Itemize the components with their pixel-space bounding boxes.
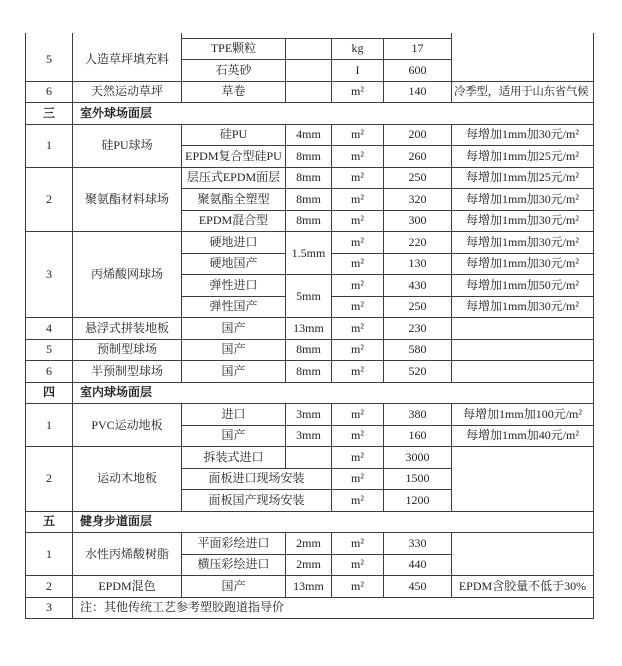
cell-name: 硅PU球场 [73,124,182,167]
cell-type: 横压彩绘进口 [182,554,286,576]
cell-type: 拆装式进口 [182,447,286,469]
table-row [26,103,594,125]
cell-price: 250 [384,296,452,318]
cell-section: 室内球场面层 [73,382,594,404]
cell-thickness: 1.5mm [286,232,332,275]
cell-price: 320 [384,189,452,211]
cell-unit: m² [332,124,384,146]
cell-price: 160 [384,425,452,447]
cell-thickness: 3mm [286,425,332,447]
cell-note: 每增加1mm加30元/m² [452,296,594,318]
cell-type: 硬地国产 [182,253,286,275]
cell-seq: 2 [26,447,73,512]
cell-thickness: 13mm [286,576,332,598]
cell-unit: m² [332,533,384,555]
cell-note: 每增加1mm加40元/m² [452,425,594,447]
cell-type: 弹性进口 [182,275,286,297]
cell-type: 国产 [182,576,286,598]
cell-unit: m² [332,189,384,211]
table-row [26,124,594,146]
cell-note [452,318,594,340]
cell-thickness: 2mm [286,533,332,555]
cell-seq: 1 [26,533,73,576]
cell-price: 230 [384,318,452,340]
table-row [26,318,594,340]
cell-thickness [286,60,332,82]
cell-unit: m² [332,468,384,490]
cell-unit: m² [332,404,384,426]
cell-price: 3000 [384,447,452,469]
cell-name: 运动木地板 [73,447,182,512]
cell-name: EPDM混色 [73,576,182,598]
cell-price: 330 [384,533,452,555]
cell-thickness: 8mm [286,339,332,361]
cell-thickness [286,447,332,469]
cell-price: 220 [384,232,452,254]
cell-type: TPE颗粒 [182,38,286,60]
cell-note: 每增加1mm加30元/m² [452,124,594,146]
cell-note [452,339,594,361]
cell-thickness: 8mm [286,361,332,383]
cell-seq: 4 [26,318,73,340]
cell-section: 健身步道面层 [73,511,594,533]
table-row [26,576,594,598]
table-row [26,339,594,361]
cell-note: 每增加1mm加25元/m² [452,146,594,168]
cell-type: 进口 [182,404,286,426]
cell-name: 悬浮式拼装地板 [73,318,182,340]
price-table [25,33,594,619]
cell-unit: m² [332,232,384,254]
cell-price: 430 [384,275,452,297]
cell-price: 130 [384,253,452,275]
cell-type: 硬地进口 [182,232,286,254]
cell-price: 440 [384,554,452,576]
cell-type: 面板进口现场安装 [182,468,332,490]
cell-thickness: 13mm [286,318,332,340]
table-row [26,511,594,533]
table-row [26,81,594,103]
cell-note: 每增加1mm加30元/m² [452,210,594,232]
cell-unit: m² [332,425,384,447]
cell-note [452,447,594,512]
cell-name: 水性丙烯酸树脂 [73,533,182,576]
cell-name: PVC运动地板 [73,404,182,447]
cell-type: EPDM混合型 [182,210,286,232]
cell-unit: kg [332,38,384,60]
cell-thickness: 4mm [286,124,332,146]
table-row [26,447,594,469]
cell-seq: 1 [26,124,73,167]
cell-note: 每增加1mm加25元/m² [452,167,594,189]
cell-unit: m² [332,554,384,576]
cell-note: 每增加1mm加50元/m² [452,275,594,297]
cell-price: 450 [384,576,452,598]
cell-price: 300 [384,210,452,232]
cell-seq: 6 [26,81,73,103]
cell-price: 380 [384,404,452,426]
cell-remark: 注：其他传统工艺参考塑胶跑道指导价 [73,597,594,619]
table-row [26,382,594,404]
cell-thickness: 8mm [286,146,332,168]
cell-thickness: 8mm [286,210,332,232]
price-table-body [26,33,594,619]
cell-name: 天然运动草坪 [73,81,182,103]
cell-type: 面板国产现场安装 [182,490,332,512]
cell-type: 层压式EPDM面层 [182,167,286,189]
cell-unit: m² [332,447,384,469]
cell-note [452,38,594,81]
cell-type: 国产 [182,425,286,447]
cell-thickness: 2mm [286,554,332,576]
cell-type: 聚氨酯全塑型 [182,189,286,211]
cell-unit: m² [332,361,384,383]
cell-type: 国产 [182,339,286,361]
cell-thickness: 8mm [286,189,332,211]
cell-price: 1500 [384,468,452,490]
cell-price: 200 [384,124,452,146]
table-row [26,38,594,60]
cell-unit: I [332,60,384,82]
cell-unit: m² [332,275,384,297]
cell-price: 580 [384,339,452,361]
cell-unit: m² [332,296,384,318]
cell-unit: m² [332,253,384,275]
cell-unit: m² [332,146,384,168]
cell-seq: 3 [26,597,73,619]
cell-note [452,361,594,383]
cell-seq: 5 [26,38,73,81]
cell-type: 草卷 [182,81,286,103]
cell-type: 平面彩绘进口 [182,533,286,555]
cell-seq: 五 [26,511,73,533]
cell-seq: 2 [26,167,73,232]
cell-price: 260 [384,146,452,168]
cell-seq: 四 [26,382,73,404]
cell-name: 半预制型球场 [73,361,182,383]
cell-name: 人造草坪填充料 [73,38,182,81]
cell-note: 每增加1mm加30元/m² [452,189,594,211]
cell-seq: 3 [26,232,73,318]
cell-unit: m² [332,576,384,598]
cell-price: 250 [384,167,452,189]
cell-note: 每增加1mm加30元/m² [452,232,594,254]
cell-section: 室外球场面层 [73,103,594,125]
cell-unit: m² [332,167,384,189]
cell-unit: m² [332,318,384,340]
cell-note: EPDM含胶量不低于30% [452,576,594,598]
cell-thickness [286,81,332,103]
cell-seq: 2 [26,576,73,598]
cell-seq: 1 [26,404,73,447]
cell-type: 硅PU [182,124,286,146]
table-row [26,533,594,555]
cell-type: 弹性国产 [182,296,286,318]
cell-thickness: 3mm [286,404,332,426]
cell-type: 国产 [182,361,286,383]
cell-name: 预制型球场 [73,339,182,361]
cell-price: 1200 [384,490,452,512]
cell-note: 每增加1mm加30元/m² [452,253,594,275]
cell-thickness: 8mm [286,167,332,189]
cell-type: 国产 [182,318,286,340]
cell-unit: m² [332,81,384,103]
cell-seq: 5 [26,339,73,361]
table-row [26,232,594,254]
table-row [26,597,594,619]
cell-name: 丙烯酸网球场 [73,232,182,318]
table-row [26,167,594,189]
table-row [26,404,594,426]
cell-price: 520 [384,361,452,383]
cell-thickness: 5mm [286,275,332,318]
cell-unit: m² [332,210,384,232]
cell-note: 冷季型，适用于山东省气候 [452,81,594,103]
cell-seq: 三 [26,103,73,125]
cell-type: 石英砂 [182,60,286,82]
cell-unit: m² [332,339,384,361]
cell-note: 每增加1mm加100元/m² [452,404,594,426]
cell-seq: 6 [26,361,73,383]
price-table-container [25,33,593,619]
cell-price: 140 [384,81,452,103]
cell-unit: m² [332,490,384,512]
cell-price: 17 [384,38,452,60]
table-row [26,361,594,383]
cell-type: EPDM复合型硅PU [182,146,286,168]
cell-price: 600 [384,60,452,82]
cell-note [452,533,594,576]
cell-thickness [286,38,332,60]
cell-name: 聚氨酯材料球场 [73,167,182,232]
